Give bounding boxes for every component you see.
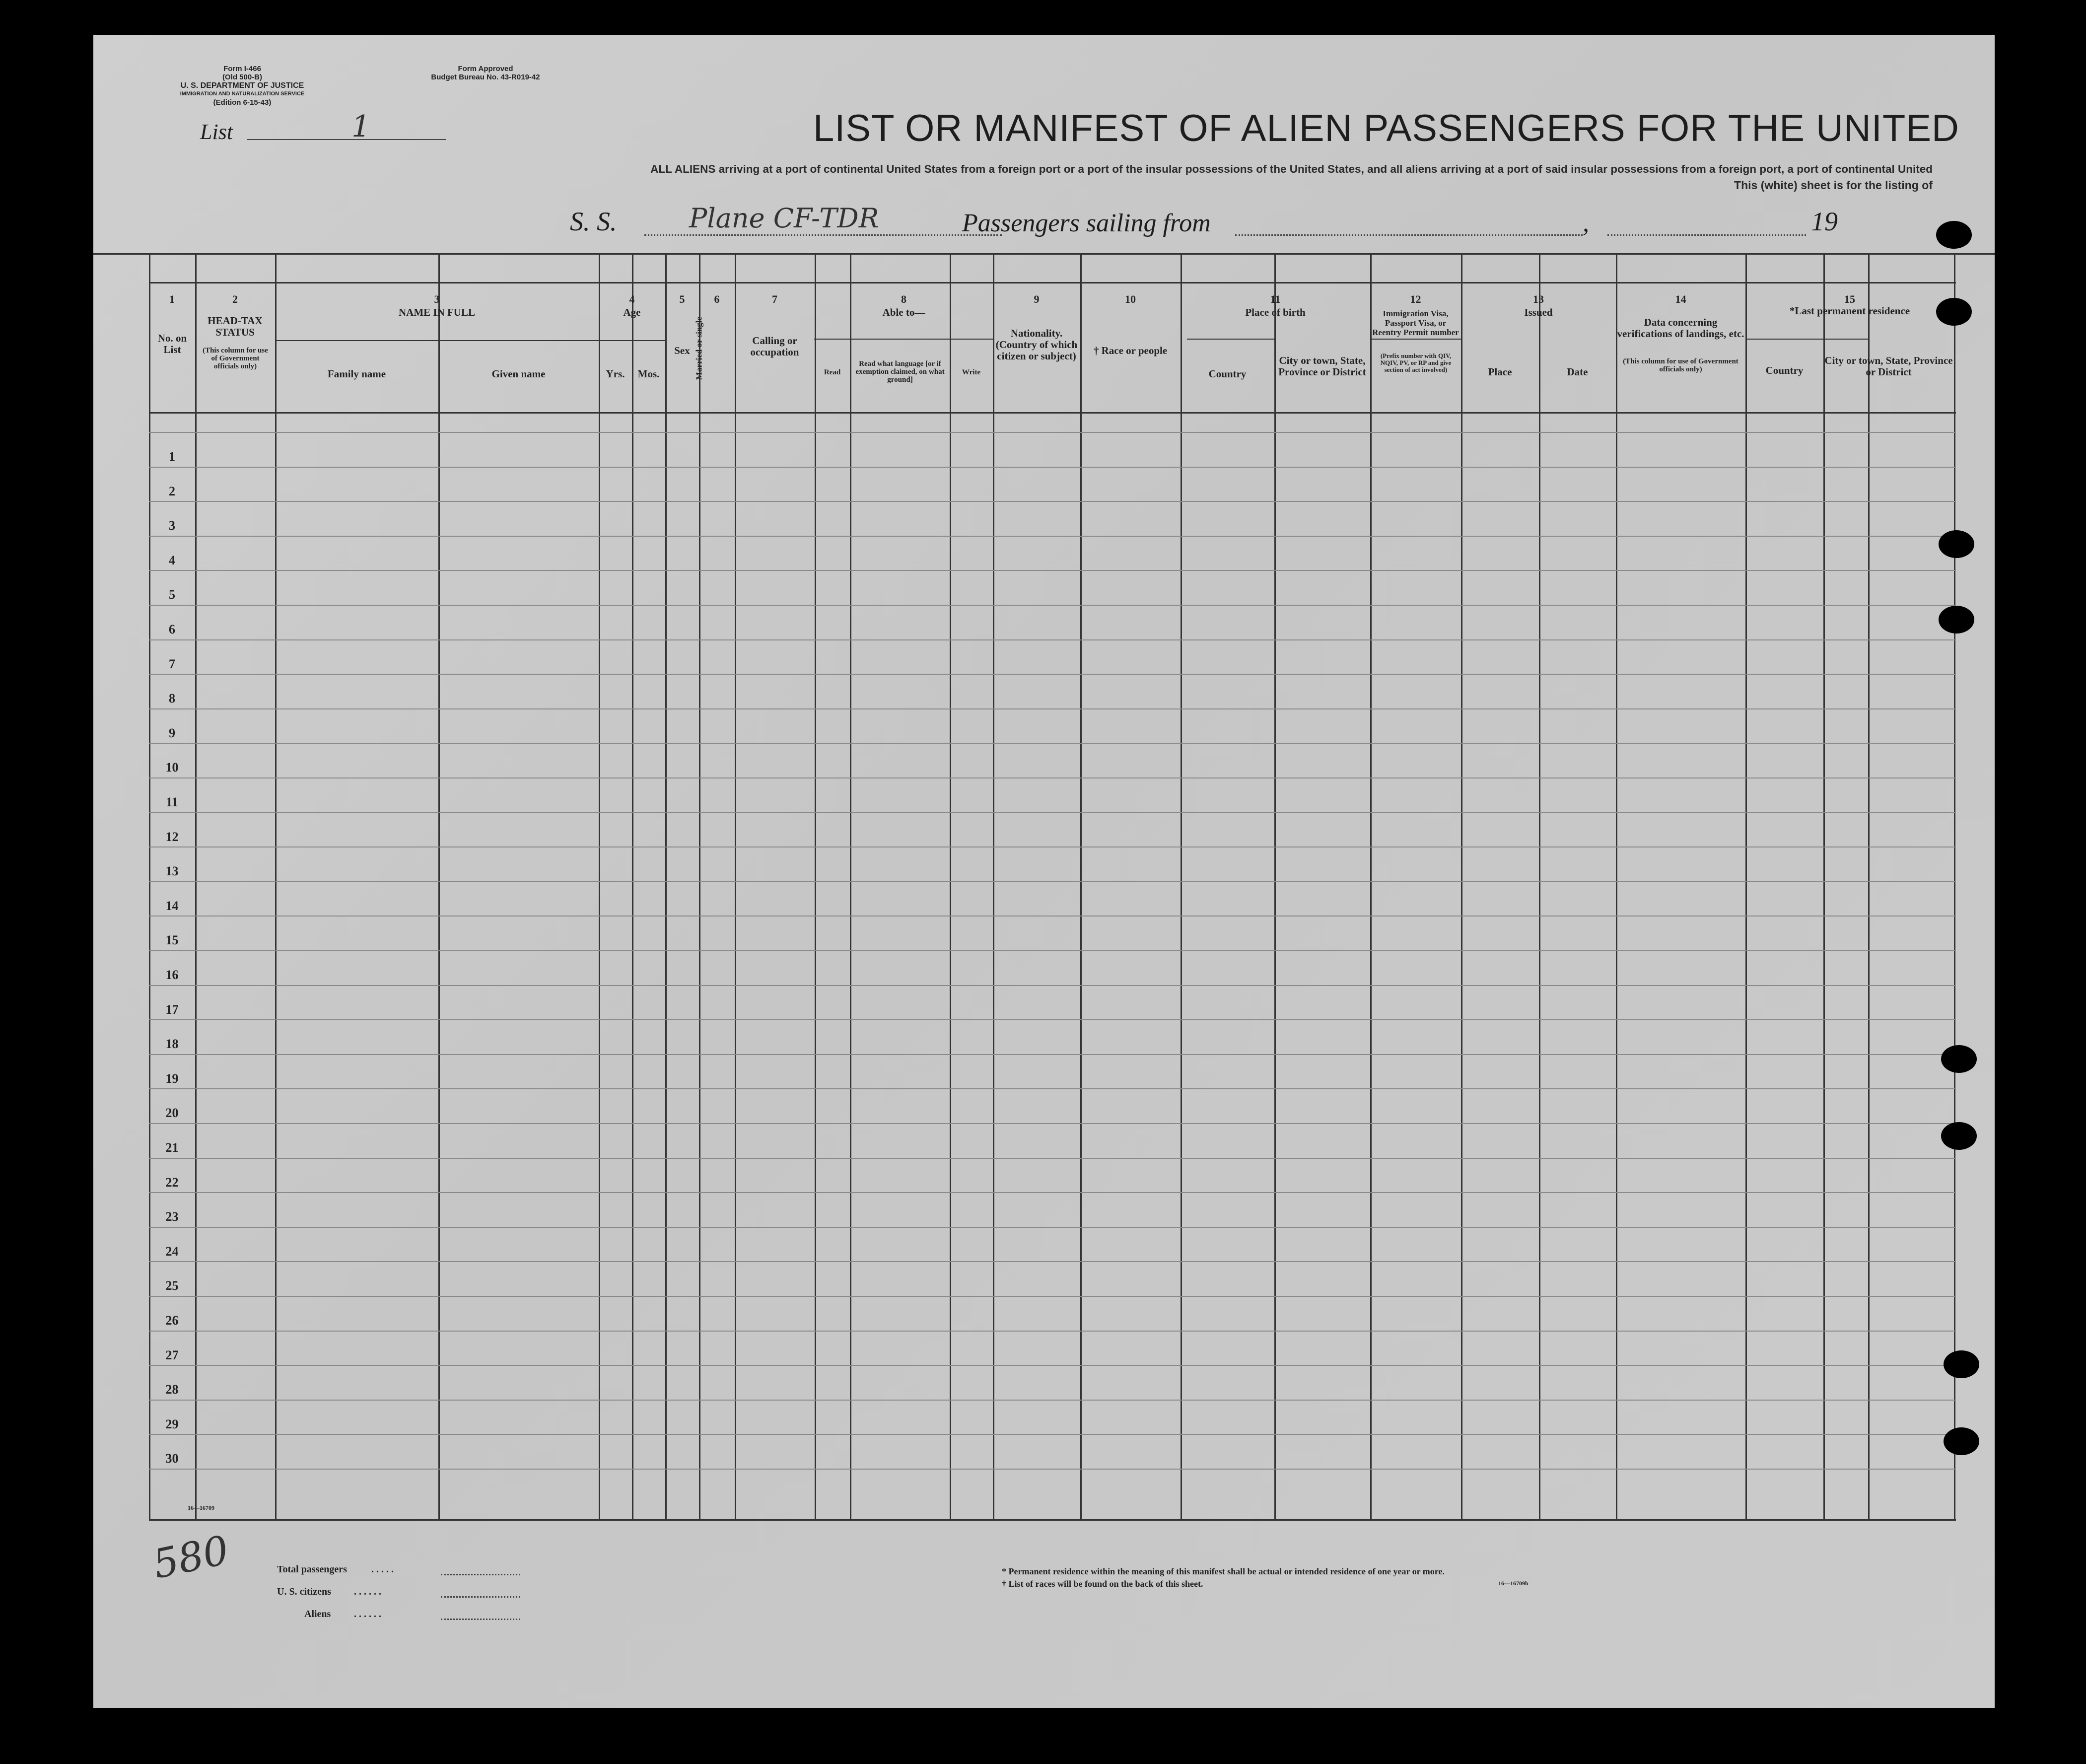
column-number: 13 bbox=[1533, 293, 1544, 305]
row-number: 22 bbox=[165, 1175, 179, 1190]
form-old-number: (Old 500-B) bbox=[222, 73, 262, 81]
punch-hole bbox=[1944, 1427, 1979, 1455]
row-rule bbox=[149, 950, 1956, 951]
aliens-line bbox=[441, 1619, 520, 1620]
header-read-language: Read what language [or if exemption claimed, on what ground] bbox=[855, 360, 945, 384]
row-rule bbox=[149, 1400, 1956, 1401]
punch-hole bbox=[1944, 1350, 1979, 1378]
column-number: 11 bbox=[1270, 293, 1281, 305]
row-number: 1 bbox=[169, 449, 175, 464]
service-name: IMMIGRATION AND NATURALIZATION SERVICE bbox=[180, 91, 305, 97]
list-value: 1 bbox=[351, 109, 371, 144]
row-rule bbox=[149, 1054, 1956, 1055]
header-able-to: Able to— bbox=[882, 306, 925, 318]
header-data-note: (This column for use of Government officials only) bbox=[1623, 357, 1738, 373]
header-country: Country bbox=[1208, 368, 1247, 380]
subheader-border bbox=[1370, 339, 1461, 340]
row-number: 8 bbox=[169, 691, 175, 706]
row-rule bbox=[149, 1019, 1956, 1020]
row-number: 27 bbox=[165, 1348, 179, 1362]
header-age: Age bbox=[623, 306, 641, 318]
subheader-border bbox=[1745, 339, 1868, 340]
column-number: 12 bbox=[1410, 293, 1421, 305]
row-number: 17 bbox=[165, 1002, 179, 1017]
header-sex: Sex bbox=[674, 345, 690, 356]
column-divider bbox=[993, 253, 994, 1519]
row-number: 6 bbox=[169, 622, 175, 636]
row-rule bbox=[149, 467, 1956, 468]
print-code-left: 16—16709 bbox=[188, 1504, 214, 1511]
ship-name: Plane CF-TDR bbox=[689, 203, 879, 234]
row-rule bbox=[149, 501, 1956, 502]
row-number: 14 bbox=[165, 899, 179, 913]
column-number: 8 bbox=[901, 293, 906, 305]
column-divider bbox=[1823, 253, 1825, 1519]
row-number: 9 bbox=[169, 726, 175, 740]
table-bottom-border bbox=[149, 1519, 1956, 1521]
header-date: Date bbox=[1567, 366, 1588, 378]
column-divider bbox=[1461, 253, 1462, 1519]
row-number: 7 bbox=[169, 657, 175, 671]
aliens-dots: . . . . . . bbox=[354, 1609, 381, 1620]
subheader-border bbox=[814, 339, 993, 340]
row-rule bbox=[149, 1296, 1956, 1297]
column-divider bbox=[149, 253, 150, 1519]
row-number: 30 bbox=[165, 1451, 179, 1466]
row-rule bbox=[149, 1365, 1956, 1366]
column-number: 7 bbox=[772, 293, 777, 305]
column-divider bbox=[1539, 253, 1540, 1519]
table-top-border bbox=[93, 253, 1995, 255]
row-rule bbox=[149, 1434, 1956, 1435]
header-issued: Issued bbox=[1524, 306, 1553, 318]
row-rule bbox=[149, 812, 1956, 813]
row-number: 12 bbox=[165, 830, 179, 844]
manifest-table bbox=[93, 35, 1995, 1708]
row-rule bbox=[149, 777, 1956, 778]
form-number: Form I-466 bbox=[223, 65, 261, 73]
row-number: 15 bbox=[165, 933, 179, 947]
aliens-label: Aliens bbox=[304, 1609, 331, 1620]
column-divider bbox=[632, 253, 633, 1519]
header-nationality: Nationality. (Country of which citizen or subject) bbox=[995, 327, 1078, 362]
row-number: 29 bbox=[165, 1417, 179, 1431]
subtitle-line1: ALL ALIENS arriving at a port of continental United States from a foreign port or a port of the insular possessions of the United States, and all aliens arriving at a port of said insular possessions from a foreign port, a port of continental United bbox=[650, 163, 1933, 175]
row-rule bbox=[149, 639, 1956, 640]
row-number: 5 bbox=[169, 587, 175, 602]
row-rule bbox=[149, 1192, 1956, 1193]
row-number: 11 bbox=[166, 795, 178, 809]
column-divider bbox=[438, 253, 440, 1519]
column-divider bbox=[599, 253, 600, 1519]
ss-prefix: S. S. bbox=[570, 207, 617, 236]
us-citizens-label: U. S. citizens bbox=[277, 1586, 331, 1597]
column-divider bbox=[735, 253, 736, 1519]
punch-hole bbox=[1936, 221, 1972, 249]
row-rule bbox=[149, 605, 1956, 606]
row-rule bbox=[149, 916, 1956, 917]
column-divider bbox=[1868, 253, 1870, 1519]
department-name: U. S. DEPARTMENT OF JUSTICE bbox=[180, 81, 304, 90]
header-write: Write bbox=[962, 368, 981, 376]
row-number: 2 bbox=[169, 484, 175, 498]
footnote-residence: * Permanent residence within the meaning of this manifest shall be actual or intended residence of one year or more. bbox=[1002, 1566, 1445, 1576]
row-number: 10 bbox=[165, 760, 179, 775]
column-divider bbox=[950, 253, 951, 1519]
citizens-dots: . . . . . . bbox=[354, 1586, 381, 1597]
sailing-label: Passengers sailing from bbox=[962, 209, 1211, 237]
punch-hole bbox=[1936, 298, 1972, 326]
total-line bbox=[441, 1574, 520, 1575]
column-divider bbox=[1080, 253, 1082, 1519]
comma-mark: , bbox=[1583, 209, 1589, 237]
column-number: 9 bbox=[1034, 293, 1040, 305]
row-number: 21 bbox=[165, 1140, 179, 1155]
row-rule bbox=[149, 1331, 1956, 1332]
manifest-sheet bbox=[93, 35, 1995, 1708]
row-rule bbox=[149, 536, 1956, 537]
row-rule bbox=[149, 1469, 1956, 1470]
row-number: 25 bbox=[165, 1278, 179, 1293]
subtitle-line2: This (white) sheet is for the listing of bbox=[1734, 179, 1933, 192]
punch-hole bbox=[1939, 530, 1974, 558]
row-number: 16 bbox=[165, 968, 179, 982]
year-prefix: 19 bbox=[1811, 207, 1838, 236]
punch-hole bbox=[1941, 1122, 1977, 1150]
row-rule bbox=[149, 1158, 1956, 1159]
header-visa-note: (Prefix number with QIV, NQIV, PV, or RP and give section of act involved) bbox=[1380, 352, 1452, 373]
row-number: 24 bbox=[165, 1244, 179, 1259]
column-number: 5 bbox=[679, 293, 685, 305]
row-number: 4 bbox=[169, 553, 175, 567]
row-number: 28 bbox=[165, 1382, 179, 1397]
punch-hole bbox=[1939, 606, 1974, 634]
column-divider bbox=[1181, 253, 1182, 1519]
column-divider bbox=[1616, 253, 1617, 1519]
manifest-title: LIST OR MANIFEST OF ALIEN PASSENGERS FOR THE UNITED bbox=[813, 107, 1959, 149]
header-place-of-birth: Place of birth bbox=[1245, 306, 1306, 318]
budget-number: Budget Bureau No. 43-R019-42 bbox=[431, 73, 540, 81]
header-place: Place bbox=[1488, 366, 1512, 378]
total-dots: . . . . . bbox=[371, 1564, 394, 1575]
column-divider bbox=[815, 253, 816, 1519]
header-city2: City or town, State, Province or District bbox=[1824, 354, 1953, 378]
header-yrs: Yrs. bbox=[606, 368, 625, 380]
row-number: 3 bbox=[169, 518, 175, 533]
column-divider bbox=[665, 253, 667, 1519]
row-number: 23 bbox=[165, 1209, 179, 1224]
row-rule bbox=[149, 1088, 1956, 1089]
row-rule bbox=[149, 1227, 1956, 1228]
column-number: 3 bbox=[434, 293, 440, 305]
row-number: 26 bbox=[165, 1313, 179, 1328]
row-rule bbox=[149, 1123, 1956, 1124]
column-number: 15 bbox=[1844, 293, 1855, 305]
column-number: 14 bbox=[1675, 293, 1686, 305]
row-rule bbox=[149, 432, 1956, 433]
row-rule bbox=[149, 708, 1956, 709]
row-number: 18 bbox=[165, 1037, 179, 1051]
column-divider bbox=[195, 253, 197, 1519]
column-divider bbox=[275, 253, 277, 1519]
row-rule bbox=[149, 985, 1956, 986]
column-divider bbox=[850, 253, 851, 1519]
row-rule bbox=[149, 1261, 1956, 1262]
column-number: 1 bbox=[169, 293, 175, 305]
subheader-border bbox=[1187, 339, 1274, 340]
row-number: 13 bbox=[165, 864, 179, 878]
column-number: 6 bbox=[714, 293, 720, 305]
header-mos: Mos. bbox=[637, 368, 660, 380]
header-country2: Country bbox=[1765, 364, 1804, 376]
header-given-name: Given name bbox=[491, 368, 546, 380]
row-rule bbox=[149, 674, 1956, 675]
row-rule bbox=[149, 570, 1956, 571]
citizens-line bbox=[441, 1596, 520, 1598]
row-number: 19 bbox=[165, 1071, 179, 1086]
header-visa: Immigration Visa, Passport Visa, or Reentry Permit number bbox=[1372, 309, 1459, 337]
form-edition: (Edition 6-15-43) bbox=[213, 98, 272, 107]
column-divider bbox=[699, 253, 700, 1519]
header-family-name: Family name bbox=[327, 368, 386, 380]
row-number: 20 bbox=[165, 1106, 179, 1120]
footnote-races: † List of races will be found on the back of this sheet. bbox=[1002, 1579, 1203, 1589]
row-rule bbox=[149, 881, 1956, 882]
list-label: List bbox=[200, 120, 233, 144]
header-name-in-full: NAME IN FULL bbox=[398, 306, 475, 318]
header-married: Married or single bbox=[694, 316, 704, 380]
table-number-row-border bbox=[149, 282, 1956, 283]
form-approval: Form Approved bbox=[458, 65, 513, 73]
header-city: City or town, State, Province or District bbox=[1278, 354, 1366, 378]
table-header-border bbox=[149, 412, 1956, 414]
column-divider bbox=[1954, 253, 1955, 1519]
column-divider bbox=[1370, 253, 1372, 1519]
total-passengers-label: Total passengers bbox=[277, 1564, 347, 1575]
header-head-tax: HEAD-TAX STATUS bbox=[208, 315, 263, 338]
column-number: 4 bbox=[629, 293, 635, 305]
column-divider bbox=[1745, 253, 1747, 1519]
handwritten-number: 580 bbox=[149, 1527, 233, 1588]
header-read: Read bbox=[824, 368, 841, 376]
punch-hole bbox=[1941, 1045, 1977, 1073]
header-no-on-list: No. on List bbox=[157, 332, 187, 355]
column-number: 10 bbox=[1125, 293, 1136, 305]
column-divider bbox=[1274, 253, 1276, 1519]
column-number: 2 bbox=[232, 293, 238, 305]
header-calling: Calling or occupation bbox=[750, 335, 799, 358]
row-rule bbox=[149, 743, 1956, 744]
header-head-tax-note: (This column for use of Government officials only) bbox=[203, 347, 268, 370]
subheader-border bbox=[275, 340, 599, 341]
header-data-concerning: Data concerning verifications of landings, etc. bbox=[1617, 316, 1744, 340]
header-last-residence: *Last permanent residence bbox=[1789, 305, 1910, 317]
print-code-right: 16—16709b bbox=[1498, 1580, 1529, 1587]
header-race: † Race or people bbox=[1093, 345, 1168, 356]
